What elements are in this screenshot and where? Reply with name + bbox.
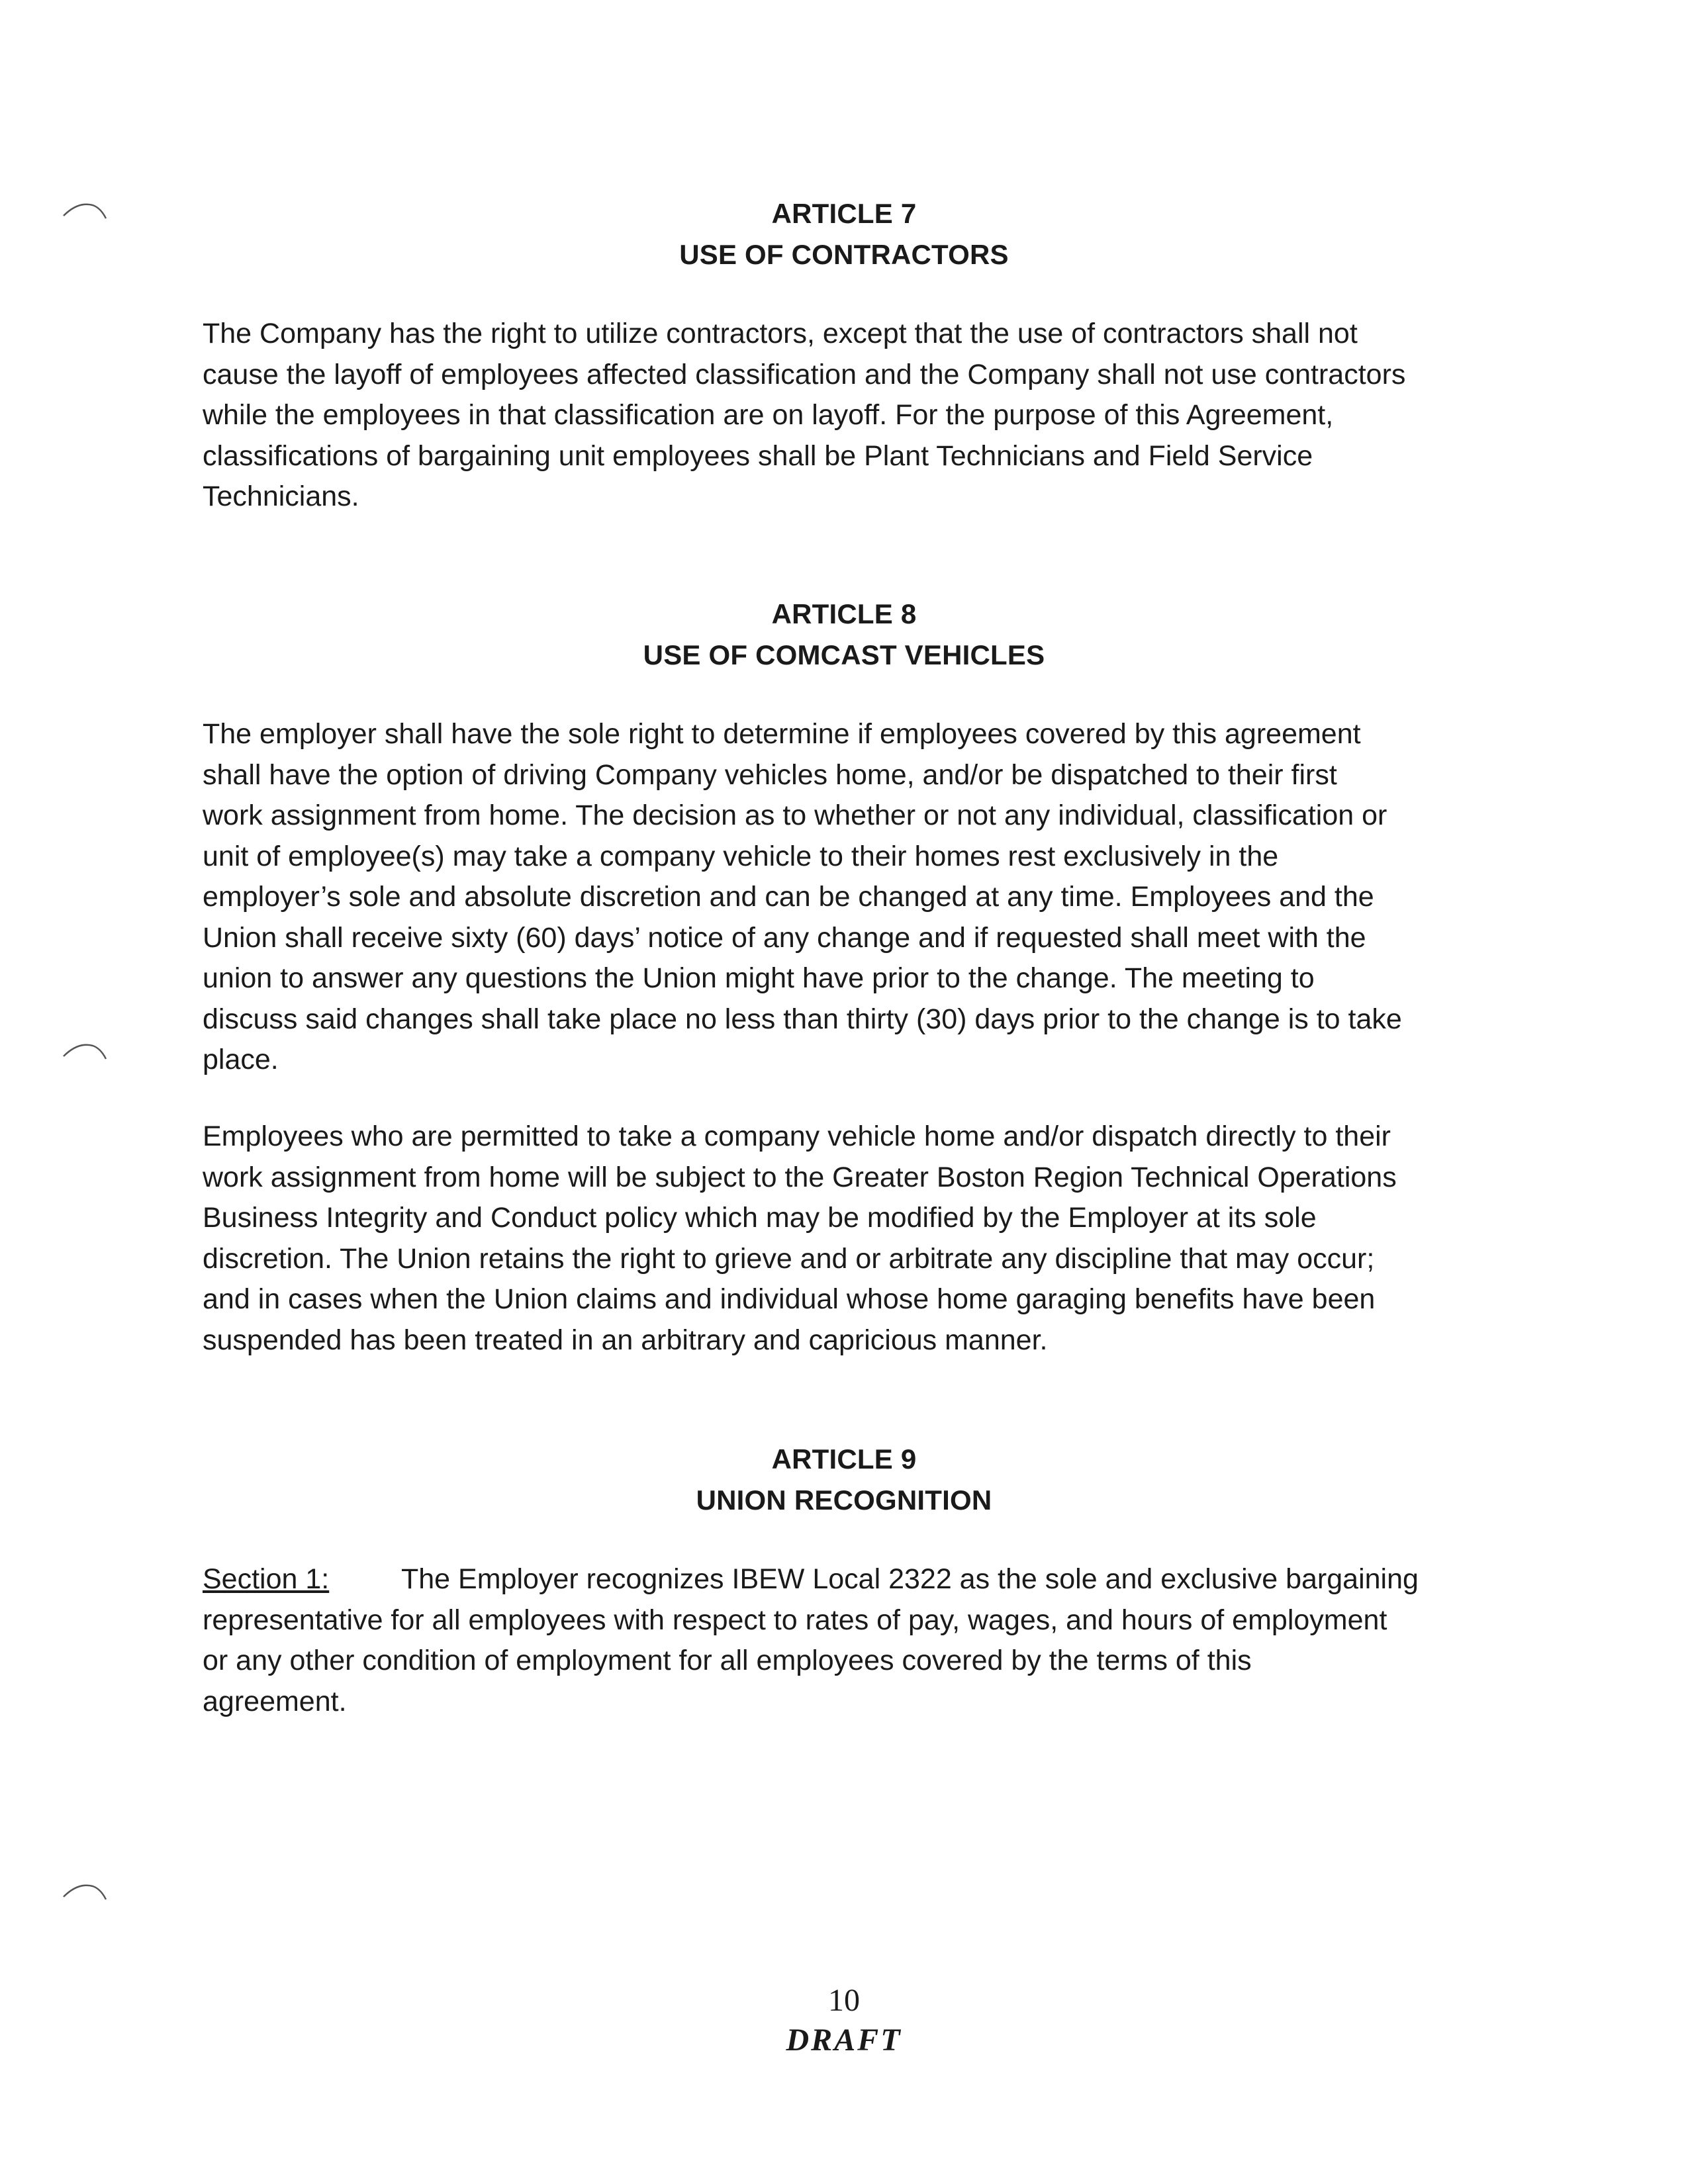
page-number: 10 (828, 1983, 860, 2018)
punch-hole-mark-middle (58, 1036, 111, 1063)
body-line: work assignment from home will be subject to the Greater Boston Region Technical Operations (203, 1161, 1397, 1193)
article-9-title: UNION RECOGNITION (696, 1484, 992, 1516)
article-7-body (203, 314, 1500, 518)
body-line: agreement. (203, 1685, 347, 1717)
body-line: Union shall receive sixty (60) days’ notice of any change and if requested shall meet with the (203, 921, 1366, 954)
body-line: shall have the option of driving Company vehicles home, and/or be dispatched to their first (203, 758, 1337, 791)
body-line: Business Integrity and Conduct policy which may be modified by the Employer at its sole (203, 1202, 1317, 1234)
body-line: suspended has been treated in an arbitrary and capricious manner. (203, 1324, 1048, 1356)
body-line: Technicians. (203, 480, 359, 512)
article-8-paragraph-2 (203, 1116, 1500, 1361)
body-line: discuss said changes shall take place no less than thirty (30) days prior to the change is to take (203, 1003, 1402, 1035)
section-1-label: Section 1: (203, 1563, 330, 1595)
body-line: place. (203, 1044, 279, 1075)
article-8-paragraph-1 (203, 714, 1500, 1081)
body-line: discretion. The Union retains the right to grieve and or arbitrate any discipline that may occur; (203, 1242, 1375, 1275)
article-9-section-1 (203, 1559, 1500, 1722)
section-1-first-line: The Employer recognizes IBEW Local 2322 as the sole and exclusive bargaining (401, 1563, 1419, 1595)
article-9-number: ARTICLE 9 (771, 1443, 917, 1475)
body-line: Employees who are permitted to take a company vehicle home and/or dispatch directly to their (203, 1120, 1391, 1152)
body-line (203, 1559, 1500, 1600)
body-line: and in cases when the Union claims and individual whose home garaging benefits have been (203, 1283, 1376, 1315)
article-7-title: USE OF CONTRACTORS (679, 239, 1009, 270)
body-line: unit of employee(s) may take a company vehicle to their homes rest exclusively in the (203, 840, 1279, 872)
body-line: cause the layoff of employees affected classification and the Company shall not use contractors (203, 358, 1406, 390)
body-line: The employer shall have the sole right to determine if employees covered by this agreement (203, 718, 1361, 750)
article-8-title: USE OF COMCAST VEHICLES (643, 639, 1045, 670)
body-line: while the employees in that classification are on layoff. For the purpose of this Agreement, (203, 399, 1334, 431)
body-line: representative for all employees with respect to rates of pay, wages, and hours of employment (203, 1604, 1387, 1636)
body-line: union to answer any questions the Union might have prior to the change. The meeting to (203, 962, 1315, 994)
body-line: work assignment from home. The decision as to whether or not any individual, classification or (203, 799, 1387, 831)
body-line: The Company has the right to utilize contractors, except that the use of contractors shall not (203, 318, 1358, 349)
body-line: or any other condition of employment for all employees covered by the terms of this (203, 1645, 1252, 1676)
punch-hole-mark-bottom (58, 1877, 111, 1903)
body-line: classifications of bargaining unit employees shall be Plant Technicians and Field Service (203, 439, 1313, 472)
body-line: employer’s sole and absolute discretion and can be changed at any time. Employees and the (203, 881, 1374, 913)
article-8-number: ARTICLE 8 (771, 598, 917, 629)
draft-watermark: DRAFT (786, 2023, 902, 2058)
article-7-number: ARTICLE 7 (771, 198, 917, 229)
